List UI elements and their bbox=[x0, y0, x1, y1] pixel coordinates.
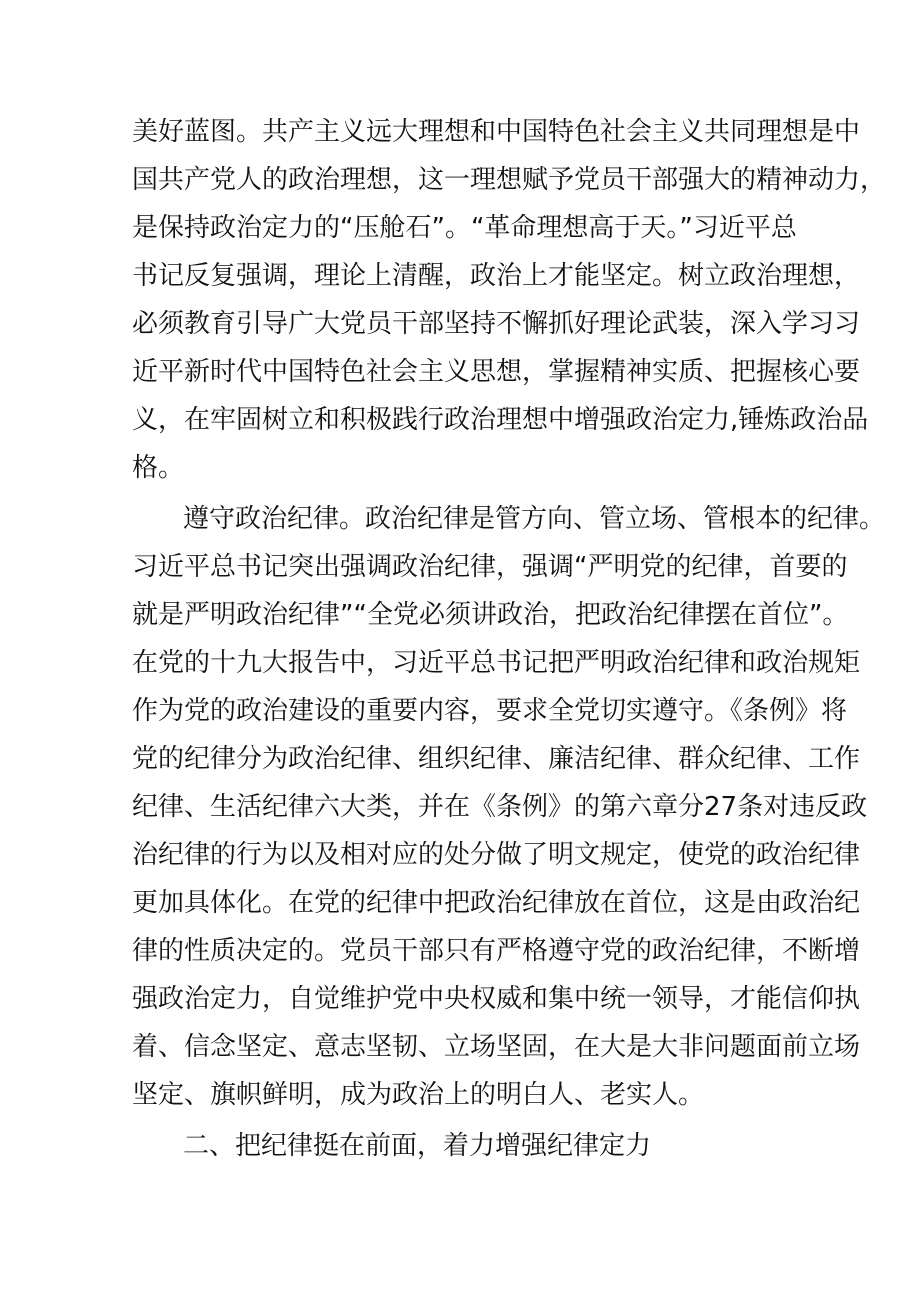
text-line: 律的性质决定的。党员干部只有严格遵守党的政治纪律，不断增 bbox=[132, 936, 861, 966]
text-line: 在党的十九大报告中，习近平总书记把严明政治纪律和政治规矩 bbox=[132, 648, 861, 678]
text-line: 治纪律的行为以及相对应的处分做了明文规定，使党的政治纪律 bbox=[132, 840, 861, 870]
text-line: 是保持政治定力的“压舱石”。“革命理想高于天。”习近平总 bbox=[132, 213, 797, 243]
text-line: 着、信念坚定、意志坚韧、立场坚固，在大是大非问题面前立场 bbox=[132, 1032, 861, 1062]
text-line: 纪律、生活纪律六大类，并在《条例》的第六章分27条对违反政 bbox=[132, 792, 868, 822]
text-line: 书记反复强调，理论上清醒，政治上才能坚定。树立政治理想， bbox=[132, 261, 861, 291]
text-line: 国共产党人的政治理想，这一理想赋予党员干部强大的精神动力， bbox=[132, 165, 887, 195]
text-line: 近平新时代中国特色社会主义思想，掌握精神实质、把握核心要 bbox=[132, 357, 861, 387]
text-line: 习近平总书记突出强调政治纪律，强调“严明党的纪律，首要的 bbox=[132, 552, 848, 582]
text-line: 必须教育引导广大党员干部坚持不懈抓好理论武装，深入学习习 bbox=[132, 309, 861, 339]
section-heading: 二、把纪律挺在前面，着力增强纪律定力 bbox=[183, 1131, 652, 1161]
text-line: 就是严明政治纪律”“全党必须讲政治，把政治纪律摆在首位”。 bbox=[132, 600, 849, 630]
text-line: 坚定、旗帜鲜明，成为政治上的明白人、老实人。 bbox=[132, 1080, 705, 1110]
paragraph-first-line: 遵守政治纪律。政治纪律是管方向、管立场、管根本的纪律。 bbox=[183, 504, 886, 534]
text-line: 强政治定力，自觉维护党中央权威和集中统一领导，才能信仰执 bbox=[132, 984, 861, 1014]
text-line: 美好蓝图。共产主义远大理想和中国特色社会主义共同理想是中 bbox=[132, 117, 861, 147]
text-line: 党的纪律分为政治纪律、组织纪律、廉洁纪律、群众纪律、工作 bbox=[132, 744, 861, 774]
text-line: 义，在牢固树立和积极践行政治理想中增强政治定力,锤炼政治品 bbox=[132, 405, 869, 435]
text-line: 作为党的政治建设的重要内容，要求全党切实遵守。《条例》将 bbox=[132, 696, 848, 726]
text-line: 格。 bbox=[132, 453, 185, 483]
text-line: 更加具体化。在党的纪律中把政治纪律放在首位，这是由政治纪 bbox=[132, 888, 861, 918]
